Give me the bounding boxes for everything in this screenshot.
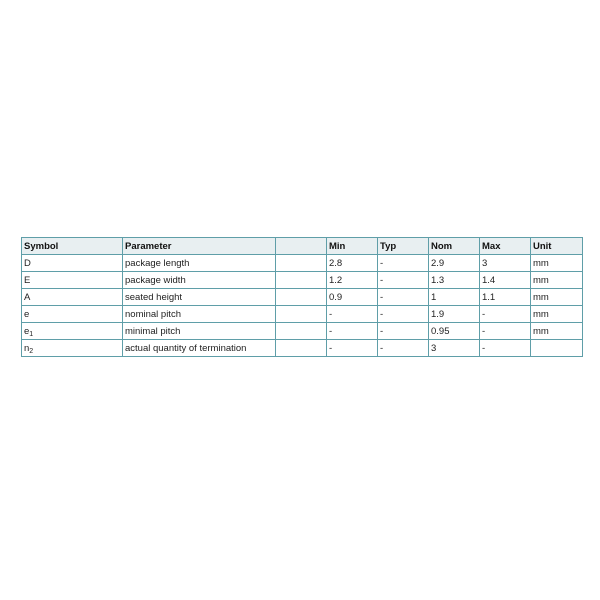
- cell-unit: mm: [531, 255, 583, 272]
- table-row: [22, 272, 583, 289]
- header-unit: Unit: [531, 238, 583, 255]
- table-row: [22, 289, 583, 306]
- cell-parameter: actual quantity of termination: [123, 340, 276, 357]
- cell-parameter: nominal pitch: [123, 306, 276, 323]
- cell-typ: -: [378, 323, 429, 340]
- cell-symbol: E: [22, 272, 123, 289]
- cell-symbol: D: [22, 255, 123, 272]
- cell-symbol: $e_1$: [22, 323, 123, 340]
- cell-typ: -: [378, 340, 429, 357]
- cell-parameter: package length: [123, 255, 276, 272]
- cell-min: -: [327, 306, 378, 323]
- cell-parameter: minimal pitch: [123, 323, 276, 340]
- cell-unit: mm: [531, 272, 583, 289]
- cell-min: -: [327, 323, 378, 340]
- cell-nom: 0.95: [429, 323, 480, 340]
- table-row: [22, 255, 583, 272]
- cell-symbol: e: [22, 306, 123, 323]
- cell-parameter: seated height: [123, 289, 276, 306]
- cell-unit: mm: [531, 306, 583, 323]
- cell-unit: [531, 340, 583, 357]
- header-nom: Nom: [429, 238, 480, 255]
- cell-max: -: [480, 306, 531, 323]
- cell-max: 3: [480, 255, 531, 272]
- cell-nom: 3: [429, 340, 480, 357]
- header-row: [22, 238, 583, 255]
- header-parameter: Parameter: [123, 238, 276, 255]
- cell-typ: -: [378, 272, 429, 289]
- header-max: Max: [480, 238, 531, 255]
- cell-max: 1.1: [480, 289, 531, 306]
- cell-min: 1.2: [327, 272, 378, 289]
- cell-typ: -: [378, 306, 429, 323]
- cell-blank: [276, 255, 327, 272]
- cell-min: -: [327, 340, 378, 357]
- header-typ: Typ: [378, 238, 429, 255]
- cell-unit: mm: [531, 323, 583, 340]
- cell-blank: [276, 272, 327, 289]
- cell-parameter: package width: [123, 272, 276, 289]
- cell-nom: 1: [429, 289, 480, 306]
- cell-typ: -: [378, 255, 429, 272]
- cell-min: 0.9: [327, 289, 378, 306]
- header-blank: [276, 238, 327, 255]
- cell-nom: 1.9: [429, 306, 480, 323]
- table-row: [22, 323, 583, 340]
- table-row: [22, 340, 583, 357]
- cell-unit: mm: [531, 289, 583, 306]
- cell-max: -: [480, 340, 531, 357]
- cell-blank: [276, 289, 327, 306]
- cell-blank: [276, 323, 327, 340]
- table-row: [22, 306, 583, 323]
- cell-blank: [276, 340, 327, 357]
- dimensions-table: [21, 237, 583, 357]
- cell-symbol: A: [22, 289, 123, 306]
- header-min: Min: [327, 238, 378, 255]
- header-symbol: Symbol: [22, 238, 123, 255]
- cell-blank: [276, 306, 327, 323]
- cell-symbol: $n_2$: [22, 340, 123, 357]
- cell-min: 2.8: [327, 255, 378, 272]
- cell-max: -: [480, 323, 531, 340]
- cell-nom: 1.3: [429, 272, 480, 289]
- cell-nom: 2.9: [429, 255, 480, 272]
- cell-max: 1.4: [480, 272, 531, 289]
- cell-typ: -: [378, 289, 429, 306]
